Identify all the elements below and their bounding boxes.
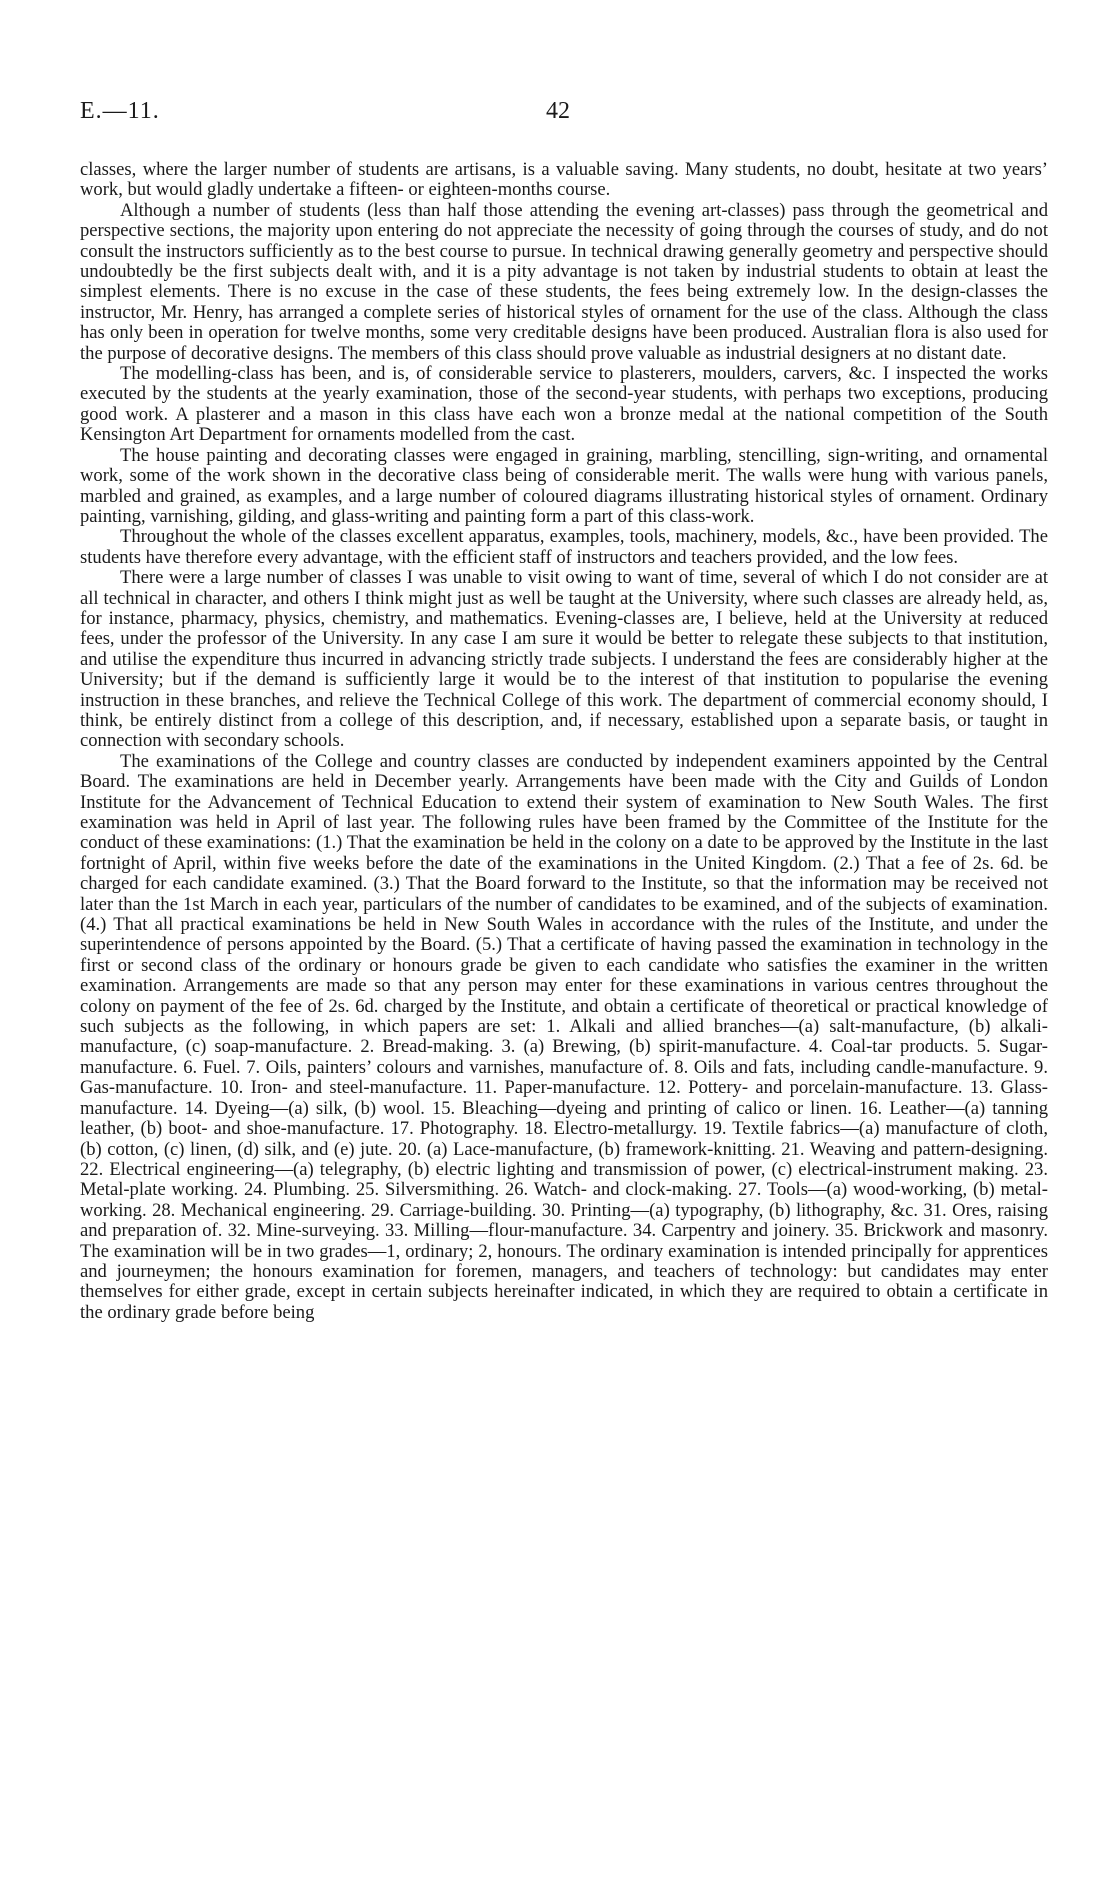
paragraph-geometry: Although a number of students (less than half those attending the evening art-classes) pass through the geometrical and perspective sections, the majority upon entering do not appreciate the necessity of going through the courses of study, and do not consult the instructors sufficiently as to the best course to pursue. In technical drawing generally geometry and perspective should undoubtedly be the first subjects dealt with, and it is a pity advantage is not taken by industrial students to obtain at least the simplest elements. There is no excuse in the case of these students, the fees being extremely low. In the design-classes the instructor, Mr. Henry, has arranged a complete series of historical styles of ornament for the use of the class. Although the class has only been in operation for twelve months, some very creditable designs have been produced. Australian flora is also used for the purpose of decorative designs. The members of this class should prove valuable as industrial designers at no distant date.	[80, 199, 1048, 364]
paragraph-continued: classes, where the larger number of students are artisans, is a valuable saving. Many students, no doubt, hesitate at two years’ work, but would gladly undertake a fifteen- or eighteen-months course.	[80, 159, 1048, 201]
document-reference: E.—11.	[80, 98, 160, 124]
paragraph-apparatus: Throughout the whole of the classes excellent apparatus, examples, tools, machinery, models, &c., have been provided. The students have therefore every advantage, with the efficient staff of instructors and teachers provided, and the low fees.	[80, 526, 1048, 568]
document-page	[80, 98, 1048, 1323]
paragraph-house-painting: The house painting and decorating classes were engaged in graining, marbling, stencilling, sign-writing, and ornamental work, some of the work shown in the decorative class being of considerable merit. The walls were hung with various panels, marbled and grained, as examples, and a large number of coloured diagrams illustrating historical styles of ornament. Ordinary painting, varnishing, gilding, and glass-writing and painting form a part of this class-work.	[80, 444, 1048, 527]
page-header	[80, 98, 1048, 138]
paragraph-examinations: The examinations of the College and country classes are conducted by independent examiners appointed by the Central Board. The examinations are held in December yearly. Arrangements have been made with the City and Guilds of London Institute for the Advancement of Technical Education to extend their system of examination to New South Wales. The first examination was held in April of last year. The following rules have been framed by the Committee of the Institute for the conduct of these examinations: (1.) That the examination be held in the colony on a date to be approved by the Institute in the last fortnight of April, within five weeks before the date of the examinations in the United Kingdom. (2.) That a fee of 2s. 6d. be charged for each candidate examined. (3.) That the Board forward to the Institute, so that the information may be received not later than the 1st March in each year, particulars of the number of candidates to be examined, and of the subjects of examination. (4.) That all practical examinations be held in New South Wales in accordance with the rules of the Institute, and under the superintendence of persons appointed by the Board. (5.) That a certificate of having passed the examination in technology in the first or second class of the ordinary or honours grade be given to each candidate who satisfies the examiner in the written examination. Arrangements are made so that any person may enter for these examinations in various centres throughout the colony on payment of the fee of 2s. 6d. charged by the Institute, and obtain a certificate of theoretical or practical knowledge of such subjects as the following, in which papers are set: 1. Alkali and allied branches—(a) salt-manufacture, (b) alkali-manufacture, (c) soap-manufacture. 2. Bread-making. 3. (a) Brewing, (b) spirit-manufacture. 4. Coal-tar products. 5. Sugar-manufacture. 6. Fuel. 7. Oils, painters’ colours and varnishes, manufacture of. 8. Oils and fats, including candle-manufacture. 9. Gas-manufacture. 10. Iron- and steel-manufacture. 11. Paper-manufacture. 12. Pottery- and porcelain-manufacture. 13. Glass-manufacture. 14. Dyeing—(a) silk, (b) wool. 15. Bleaching—dyeing and printing of calico or linen. 16. Leather—(a) tanning leather, (b) boot- and shoe-manufacture. 17. Photography. 18. Electro-metallurgy. 19. Textile fabrics—(a) manufacture of cloth, (b) cotton, (c) linen, (d) silk, and (e) jute. 20. (a) Lace-manufacture, (b) framework-knitting. 21. Weaving and pattern-designing. 22. Electrical engineering—(a) telegraphy, (b) electric lighting and transmission of power, (c) electrical-instrument making. 23. Metal-plate working. 24. Plumbing. 25. Silversmithing. 26. Watch- and clock-making. 27. Tools—(a) wood-working, (b) metal-working. 28. Mechanical engineering. 29. Carriage-building. 30. Printing—(a) typography, (b) lithography, &c. 31. Ores, raising and preparation of. 32. Mine-surveying. 33. Milling—flour-manufacture. 34. Carpentry and joinery. 35. Brickwork and masonry. The examination will be in two grades—1, ordinary; 2, honours. The ordinary examination is intended principally for apprentices and journeymen; the honours examination for foremen, managers, and teachers of technology: but candidates may enter themselves for either grade, except in certain subjects hereinafter indicated, in which they are required to obtain a certificate in the ordinary grade before being	[80, 750, 1048, 1323]
page-number: 42	[546, 98, 570, 124]
paragraph-university: There were a large number of classes I was unable to visit owing to want of time, several of which I do not consider are at all technical in character, and others I think might just as well be taught at the University, where such classes are already held, as, for instance, pharmacy, physics, chemistry, and mathematics. Evening-classes are, I believe, held at the University at reduced fees, under the professor of the University. In any case I am sure it would be better to relegate these subjects to that institution, and utilise the expenditure thus incurred in advancing strictly trade subjects. I understand the fees are considerably higher at the University; but if the demand is sufficiently large it would be to the interest of that institution to popularise the evening instruction in these branches, and relieve the Technical College of this work. The department of commercial economy should, I think, be entirely distinct from a college of this description, and, if necessary, established upon a separate basis, or taught in connection with secondary schools.	[80, 567, 1048, 752]
body-text	[80, 160, 1048, 1323]
paragraph-modelling: The modelling-class has been, and is, of considerable service to plasterers, moulders, carvers, &c. I inspected the works executed by the students at the yearly examination, those of the second-year students, with perhaps two exceptions, producing good work. A plasterer and a mason in this class have each won a bronze medal at the national competition of the South Kensington Art Department for ornaments modelled from the cast.	[80, 363, 1048, 446]
